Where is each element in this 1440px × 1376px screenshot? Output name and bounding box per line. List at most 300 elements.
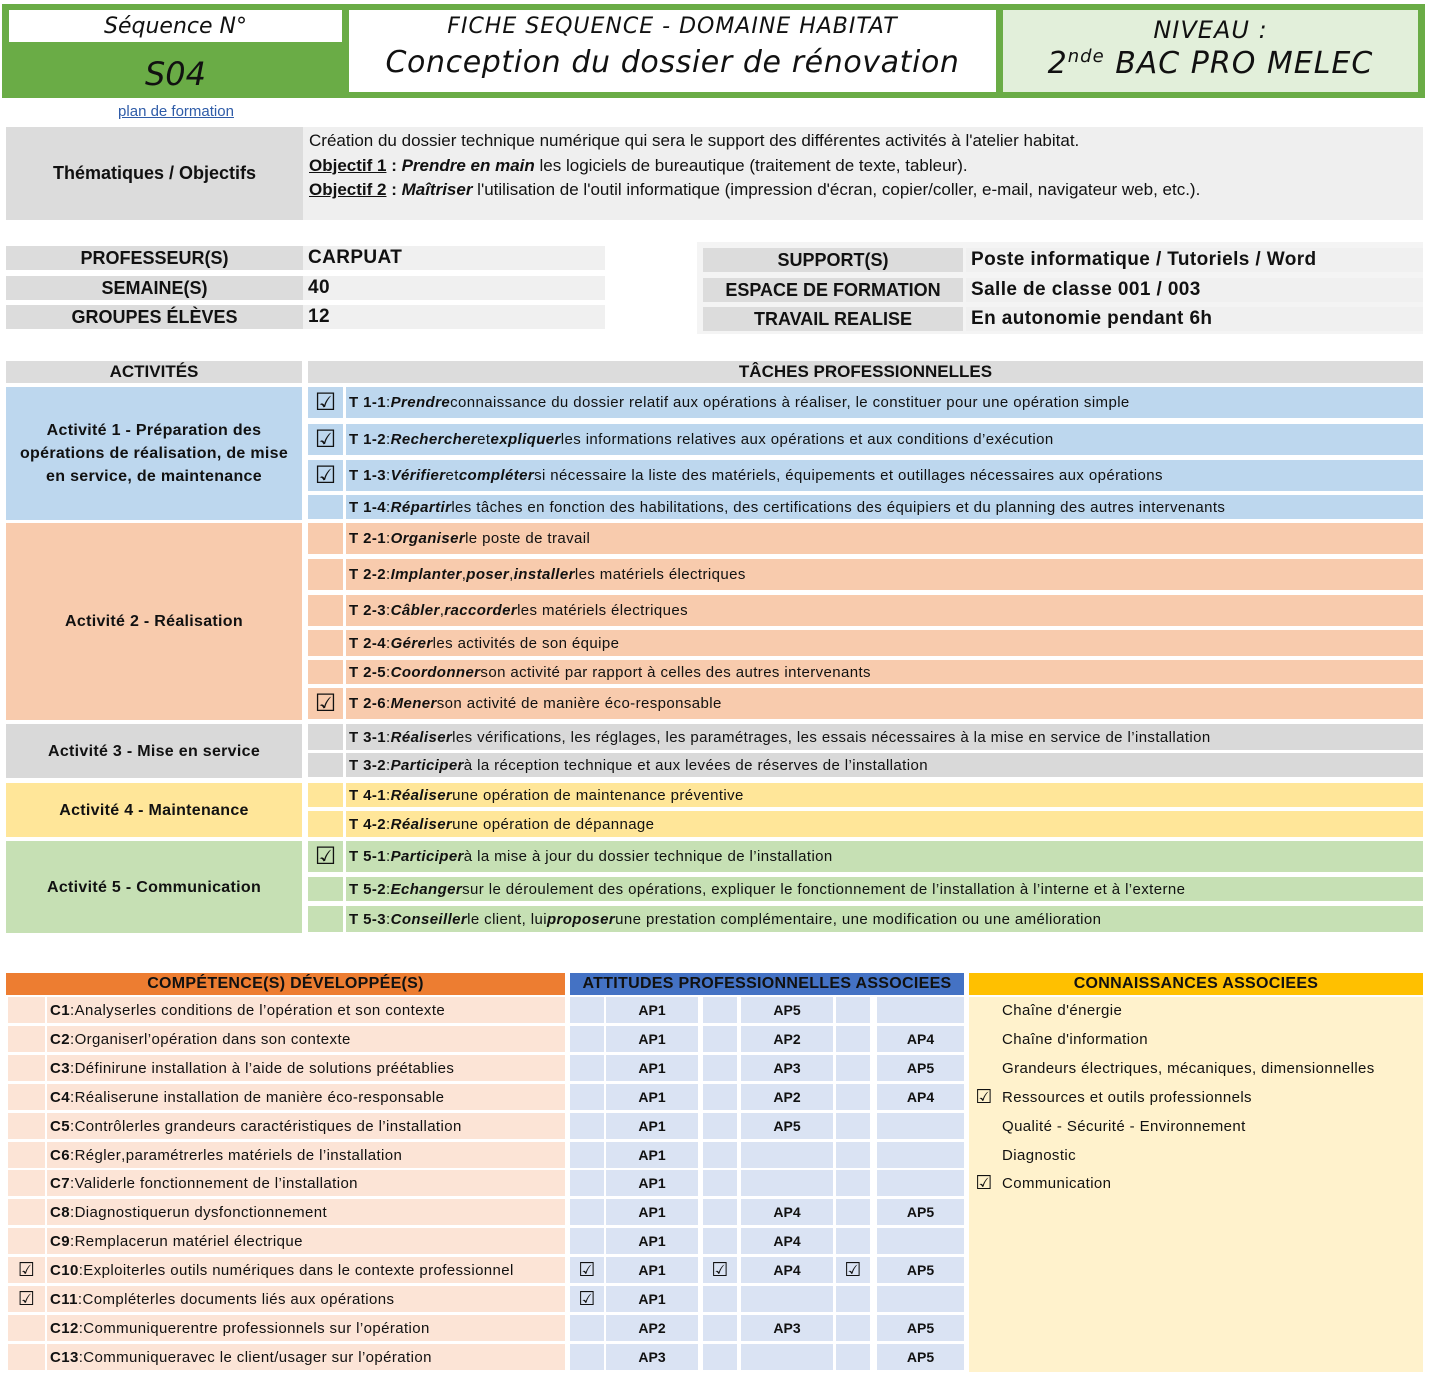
- text: une opération de dépannage: [452, 815, 655, 833]
- competence-row: [47, 1170, 565, 1196]
- attitudes-header: ATTITUDES PROFESSIONNELLES ASSOCIEES: [570, 973, 964, 995]
- attitude-checkbox[interactable]: [836, 1084, 870, 1110]
- text: les documents liés aux opérations: [155, 1290, 395, 1308]
- verb: Valider: [74, 1174, 123, 1192]
- attitude-cell: AP4: [877, 1084, 964, 1110]
- code: T 1-1: [349, 394, 387, 411]
- objective-2-sep: :: [386, 180, 402, 199]
- attitude-cell: [877, 1170, 964, 1196]
- niveau-num: 2: [1047, 46, 1068, 81]
- attitude-checkbox[interactable]: [836, 1228, 870, 1254]
- connaissance-checkbox[interactable]: [971, 1170, 997, 1196]
- info-label: SUPPORT(S): [703, 248, 963, 272]
- attitude-checkbox[interactable]: [836, 1113, 870, 1139]
- competence-row: [47, 1315, 565, 1341]
- task-checkbox[interactable]: [308, 753, 343, 777]
- text: :: [77, 1290, 83, 1308]
- text: les grandeurs caractéristiques de l’installation: [139, 1117, 462, 1135]
- verb: Compléter: [82, 1290, 156, 1308]
- attitude-checkbox[interactable]: [570, 1084, 604, 1110]
- attitude-checkbox[interactable]: [836, 1170, 870, 1196]
- competence-checkbox[interactable]: [8, 1142, 45, 1168]
- competence-row: [47, 1344, 565, 1370]
- task-checkbox[interactable]: [308, 495, 343, 519]
- task-row: [346, 783, 1423, 807]
- task-checkbox[interactable]: [308, 688, 343, 719]
- text: :: [78, 1261, 84, 1279]
- text: et: [445, 467, 459, 484]
- attitude-checkbox[interactable]: [570, 1315, 604, 1341]
- competence-row: [47, 1199, 565, 1225]
- text: :: [78, 1319, 84, 1337]
- code: C12: [50, 1319, 79, 1337]
- sequence-number: S04: [144, 55, 207, 93]
- task-checkbox[interactable]: [308, 724, 343, 750]
- code: C8: [50, 1203, 70, 1221]
- text: ,: [509, 566, 514, 583]
- text: entre professionnels sur l’opération: [181, 1319, 430, 1337]
- task-checkbox[interactable]: [308, 783, 343, 807]
- info-value: Salle de classe 001 / 003: [966, 278, 1423, 302]
- task-checkbox[interactable]: [308, 424, 343, 455]
- connaissance-item: Chaîne d'information: [998, 1026, 1420, 1052]
- code: C1: [50, 1001, 70, 1019]
- task-checkbox[interactable]: [308, 387, 343, 418]
- attitude-cell: AP1: [606, 1142, 698, 1168]
- text: à la mise à jour du dossier technique de l’installation: [463, 848, 833, 865]
- text: les tâches en fonction des habilitations, des certifications des équipiers et du planning des autres intervenants: [451, 498, 1226, 516]
- checkbox-checked-icon: ☑: [314, 388, 337, 416]
- objective-1-label: Objectif 1: [309, 155, 387, 175]
- attitude-cell: AP5: [877, 1055, 964, 1081]
- competence-checkbox[interactable]: [8, 1084, 45, 1110]
- attitude-checkbox[interactable]: [836, 1199, 870, 1225]
- competence-checkbox[interactable]: [8, 1286, 45, 1312]
- text: l’opération dans son contexte: [144, 1030, 351, 1048]
- verb: Echanger: [390, 880, 463, 898]
- connaissance-item: Grandeurs électriques, mécaniques, dimensionnelles: [998, 1055, 1420, 1081]
- task-checkbox[interactable]: [308, 460, 343, 491]
- attitude-cell: [877, 1142, 964, 1168]
- attitude-cell: AP2: [741, 1026, 833, 1052]
- text: :: [386, 880, 391, 898]
- attitude-cell: [877, 1228, 964, 1254]
- text: :: [386, 756, 391, 774]
- code: C9: [50, 1232, 70, 1250]
- text: :: [386, 602, 391, 619]
- code: T 4-2: [349, 815, 387, 833]
- verb: Conseiller: [390, 910, 468, 928]
- attitude-cell: AP1: [606, 1113, 698, 1139]
- text: ,: [121, 1146, 126, 1164]
- attitude-checkbox[interactable]: [836, 1257, 870, 1283]
- tasks-header: TÂCHES PROFESSIONNELLES: [308, 361, 1423, 383]
- checkbox-checked-icon: ☑: [314, 461, 337, 489]
- attitude-cell: AP4: [741, 1199, 833, 1225]
- task-row: [346, 724, 1423, 750]
- competence-checkbox[interactable]: [8, 1315, 45, 1341]
- info-value: CARPUAT: [303, 246, 605, 270]
- attitude-cell: [741, 1344, 833, 1370]
- verb: Rechercher: [390, 431, 478, 448]
- attitude-checkbox[interactable]: [836, 1286, 870, 1312]
- info-label: GROUPES ÉLÈVES: [6, 305, 303, 329]
- text: :: [386, 566, 391, 583]
- text: une installation à l’aide de solutions préétablies: [120, 1059, 455, 1077]
- attitude-cell: AP4: [741, 1257, 833, 1283]
- text: et: [477, 431, 491, 448]
- verb: Mener: [390, 695, 437, 712]
- task-checkbox[interactable]: [308, 660, 343, 684]
- checkbox-checked-icon: ☑: [975, 1086, 993, 1108]
- objective-2-rest: l'utilisation de l'outil informatique (impression d'écran, copier/coller, e-mail, navigateur web, etc.).: [472, 180, 1201, 199]
- activity-5: [6, 841, 302, 933]
- attitude-checkbox[interactable]: [703, 1315, 737, 1341]
- text: :: [69, 1232, 75, 1250]
- text: :: [69, 1174, 75, 1192]
- connaissances-header: CONNAISSANCES ASSOCIEES: [969, 973, 1423, 995]
- attitude-cell: AP1: [606, 1170, 698, 1196]
- connaissance-item: Ressources et outils professionnels: [998, 1084, 1420, 1110]
- attitude-cell: [741, 1142, 833, 1168]
- competence-checkbox[interactable]: [8, 1113, 45, 1139]
- task-checkbox[interactable]: [308, 811, 343, 837]
- attitude-cell: AP2: [606, 1315, 698, 1341]
- activities-header: ACTIVITÉS: [6, 361, 302, 383]
- attitude-checkbox[interactable]: [703, 1026, 737, 1052]
- verb: Communiquer: [83, 1319, 182, 1337]
- attitude-checkbox[interactable]: [703, 1228, 737, 1254]
- attitude-cell: AP5: [877, 1199, 964, 1225]
- checkbox-checked-icon: ☑: [17, 1288, 36, 1310]
- text: :: [386, 394, 391, 411]
- attitude-cell: [741, 1286, 833, 1312]
- verb: installer: [513, 566, 575, 583]
- code: C7: [50, 1174, 70, 1192]
- info-value: En autonomie pendant 6h: [966, 307, 1423, 331]
- text: les conditions de l’opération et son contexte: [136, 1001, 446, 1019]
- activity-label: Activité 3 - Mise en service: [47, 742, 261, 760]
- code: T 4-1: [349, 786, 387, 804]
- connaissance-item: Communication: [998, 1170, 1420, 1196]
- text: :: [69, 1001, 75, 1019]
- checkbox-checked-icon: ☑: [975, 1172, 993, 1194]
- connaissance-item: Diagnostic: [998, 1142, 1420, 1168]
- attitude-cell: [741, 1170, 833, 1196]
- attitude-cell: [877, 1286, 964, 1312]
- attitude-checkbox[interactable]: [703, 1344, 737, 1370]
- text: :: [386, 467, 391, 484]
- text: le client, lui: [467, 910, 547, 928]
- code: T 2-1: [349, 530, 387, 547]
- niveau-box: [1003, 10, 1418, 92]
- text: :: [386, 530, 391, 547]
- connaissance-checkbox[interactable]: [971, 1055, 997, 1081]
- code: C4: [50, 1088, 70, 1106]
- task-checkbox[interactable]: [308, 841, 343, 872]
- verb: Réaliser: [390, 786, 453, 804]
- text: les matériels de l’installation: [203, 1146, 403, 1164]
- task-checkbox[interactable]: [308, 906, 343, 932]
- competence-checkbox[interactable]: [8, 1344, 45, 1370]
- competence-row: [47, 1286, 565, 1312]
- attitude-checkbox[interactable]: [703, 1142, 737, 1168]
- competence-checkbox[interactable]: [8, 1257, 45, 1283]
- competence-row: [47, 997, 565, 1023]
- code: T 2-3: [349, 602, 387, 619]
- info-value: 40: [303, 276, 605, 300]
- attitude-checkbox[interactable]: [703, 1199, 737, 1225]
- attitude-cell: AP2: [741, 1084, 833, 1110]
- verb: raccorder: [444, 602, 518, 619]
- attitude-checkbox[interactable]: [703, 1170, 737, 1196]
- competence-row: [47, 1257, 565, 1283]
- competence-checkbox[interactable]: [8, 1228, 45, 1254]
- objective-1-rest: les logiciels de bureautique (traitement de texte, tableur).: [534, 155, 968, 175]
- checkbox-checked-icon: ☑: [314, 842, 337, 870]
- attitude-cell: AP5: [877, 1344, 964, 1370]
- code: T 2-6: [349, 695, 387, 712]
- text: :: [69, 1088, 75, 1106]
- attitude-checkbox[interactable]: [570, 1286, 604, 1312]
- code: T 1-3: [349, 467, 387, 484]
- verb: Définir: [74, 1059, 121, 1077]
- sequence-label: Séquence N°: [104, 14, 247, 39]
- task-row: [346, 877, 1423, 901]
- activity-label: Activité 1 - Préparation des opérations de réalisation, de mise en service, de maintenance: [19, 422, 289, 485]
- verb: Régler: [74, 1146, 122, 1164]
- task-row: [346, 523, 1423, 554]
- info-value: Poste informatique / Tutoriels / Word: [966, 248, 1423, 272]
- text: :: [78, 1348, 84, 1366]
- connaissance-checkbox[interactable]: [971, 997, 997, 1023]
- attitude-checkbox[interactable]: [570, 1344, 604, 1370]
- attitude-checkbox[interactable]: [570, 1228, 604, 1254]
- task-checkbox[interactable]: [308, 877, 343, 901]
- info-label: TRAVAIL REALISE: [703, 307, 963, 331]
- task-row: [346, 495, 1423, 519]
- checkbox-checked-icon: ☑: [17, 1259, 36, 1281]
- verb: Gérer: [390, 634, 433, 652]
- code: T 5-3: [349, 910, 387, 928]
- attitude-cell: AP5: [877, 1315, 964, 1341]
- competence-checkbox[interactable]: [8, 997, 45, 1023]
- task-row: [346, 688, 1423, 719]
- objective-2-label: Objectif 2: [309, 180, 387, 199]
- attitude-cell: AP1: [606, 1228, 698, 1254]
- text: avec le client/usager sur l’opération: [181, 1348, 432, 1366]
- text: une installation de manière éco-responsable: [132, 1088, 445, 1106]
- verb: Prendre: [390, 394, 451, 411]
- attitude-cell: AP3: [741, 1055, 833, 1081]
- sequence-label-box: [9, 10, 342, 42]
- text: un matériel électrique: [150, 1232, 303, 1250]
- attitude-checkbox[interactable]: [703, 997, 737, 1023]
- task-checkbox[interactable]: [308, 630, 343, 656]
- text: :: [386, 695, 391, 712]
- info-label: ESPACE DE FORMATION: [703, 278, 963, 302]
- text: :: [69, 1203, 75, 1221]
- competence-checkbox[interactable]: [8, 1026, 45, 1052]
- attitude-checkbox[interactable]: [570, 1026, 604, 1052]
- niveau-rest: BAC PRO MELEC: [1104, 46, 1374, 81]
- task-checkbox[interactable]: [308, 559, 343, 590]
- code: T 2-4: [349, 634, 387, 652]
- task-row: [346, 660, 1423, 684]
- text: ,: [439, 602, 445, 619]
- fiche-title-box: [349, 10, 996, 92]
- activity-4: [6, 783, 302, 837]
- plan-formation-link[interactable]: plan de formation: [118, 103, 234, 120]
- competences-header: COMPÉTENCE(S) DÉVELOPPÉE(S): [6, 973, 565, 995]
- competence-row: [47, 1084, 565, 1110]
- attitude-cell: AP1: [606, 1026, 698, 1052]
- connaissance-item: Qualité - Sécurité - Environnement: [998, 1113, 1420, 1139]
- text: :: [386, 634, 391, 652]
- attitude-checkbox[interactable]: [836, 1055, 870, 1081]
- attitude-cell: AP1: [606, 1084, 698, 1110]
- verb: Exploiter: [83, 1261, 146, 1279]
- task-checkbox[interactable]: [308, 523, 343, 554]
- task-checkbox[interactable]: [308, 595, 343, 626]
- code: C13: [50, 1348, 79, 1366]
- text: sur le déroulement des opérations, expliquer le fonctionnement de l’installation à l’interne et à l’externe: [462, 880, 1186, 898]
- attitude-checkbox[interactable]: [570, 1113, 604, 1139]
- text: :: [386, 910, 391, 928]
- task-row: [346, 841, 1423, 872]
- task-row: [346, 753, 1423, 777]
- text: son activité de manière éco-responsable: [436, 695, 722, 712]
- objective-2-verb: Maîtriser: [401, 180, 473, 199]
- checkbox-checked-icon: ☑: [314, 425, 337, 453]
- verb: Diagnostiquer: [74, 1203, 173, 1221]
- competence-row: [47, 1026, 565, 1052]
- verb: Implanter: [390, 566, 462, 583]
- text: connaissance du dossier relatif aux opérations à réaliser, le constituer pour une opération simple: [450, 394, 1130, 411]
- verb: Réaliser: [74, 1088, 133, 1106]
- info-label: PROFESSEUR(S): [6, 246, 303, 270]
- verb: Remplacer: [74, 1232, 151, 1250]
- code: T 3-2: [349, 756, 387, 774]
- text: une opération de maintenance préventive: [452, 786, 744, 804]
- attitude-checkbox[interactable]: [570, 997, 604, 1023]
- connaissance-checkbox[interactable]: [971, 1084, 997, 1110]
- info-value: 12: [303, 305, 605, 329]
- text: une prestation complémentaire, une modification ou une amélioration: [615, 910, 1102, 928]
- code: T 2-2: [349, 566, 387, 583]
- competence-checkbox[interactable]: [8, 1170, 45, 1196]
- verb: Coordonner: [390, 663, 481, 681]
- verb: Réaliser: [390, 815, 453, 833]
- connaissance-checkbox[interactable]: [971, 1026, 997, 1052]
- text: les informations relatives aux opérations et aux conditions d’exécution: [560, 431, 1054, 448]
- activity-2: [6, 523, 302, 720]
- competence-checkbox[interactable]: [8, 1199, 45, 1225]
- attitude-checkbox[interactable]: [836, 997, 870, 1023]
- checkbox-checked-icon: ☑: [578, 1259, 596, 1281]
- attitude-cell: AP1: [606, 1257, 698, 1283]
- verb: Contrôler: [74, 1117, 140, 1135]
- text: les activités de son équipe: [432, 634, 620, 652]
- info-label: SEMAINE(S): [6, 276, 303, 300]
- text: :: [386, 786, 391, 804]
- text: :: [69, 1146, 75, 1164]
- attitude-checkbox[interactable]: [836, 1142, 870, 1168]
- attitude-cell: [877, 1113, 964, 1139]
- text: :: [386, 815, 391, 833]
- activity-label: Activité 4 - Maintenance: [59, 801, 249, 819]
- checkbox-checked-icon: ☑: [314, 689, 337, 717]
- competence-checkbox[interactable]: [8, 1055, 45, 1081]
- attitude-checkbox[interactable]: [570, 1199, 604, 1225]
- attitude-checkbox[interactable]: [836, 1344, 870, 1370]
- connaissance-checkbox[interactable]: [971, 1113, 997, 1139]
- text: son activité par rapport à celles des autres intervenants: [480, 663, 871, 681]
- activity-1: [6, 387, 302, 520]
- attitude-cell: AP1: [606, 1199, 698, 1225]
- task-row: [346, 906, 1423, 932]
- verb: Câbler: [390, 602, 440, 619]
- task-row: [346, 460, 1423, 491]
- attitude-cell: AP1: [606, 1055, 698, 1081]
- text: les vérifications, les réglages, les paramétrages, les essais nécessaires à la mise en service de l’installation: [452, 728, 1211, 746]
- text: :: [386, 431, 391, 448]
- attitude-cell: AP4: [741, 1228, 833, 1254]
- verb: Organiser: [390, 530, 466, 547]
- verb: Répartir: [390, 498, 452, 516]
- attitude-checkbox[interactable]: [703, 1113, 737, 1139]
- attitude-checkbox[interactable]: [570, 1142, 604, 1168]
- attitude-checkbox[interactable]: [703, 1055, 737, 1081]
- verb: Analyser: [74, 1001, 137, 1019]
- attitude-cell: AP5: [877, 1257, 964, 1283]
- attitude-checkbox[interactable]: [570, 1170, 604, 1196]
- fiche-subtitle: Conception du dossier de rénovation: [385, 45, 960, 80]
- verb: Vérifier: [390, 467, 446, 484]
- attitude-checkbox[interactable]: [836, 1315, 870, 1341]
- text: les matériels électriques: [517, 602, 688, 619]
- competence-row: [47, 1142, 565, 1168]
- code: T 5-1: [349, 848, 387, 865]
- text: :: [69, 1059, 75, 1077]
- code: C6: [50, 1146, 70, 1164]
- attitude-checkbox[interactable]: [703, 1286, 737, 1312]
- attitude-checkbox[interactable]: [703, 1257, 737, 1283]
- attitude-checkbox[interactable]: [836, 1026, 870, 1052]
- attitude-cell: AP1: [606, 1286, 698, 1312]
- attitude-checkbox[interactable]: [570, 1055, 604, 1081]
- text: le poste de travail: [465, 530, 591, 547]
- text: ,: [461, 566, 467, 583]
- text: à la réception technique et aux levées de réserves de l’installation: [463, 756, 928, 774]
- text: les matériels électriques: [574, 566, 746, 583]
- objectives-label: Thématiques / Objectifs: [6, 127, 303, 220]
- connaissance-checkbox[interactable]: [971, 1142, 997, 1168]
- text: :: [69, 1117, 75, 1135]
- code: T 5-2: [349, 880, 387, 898]
- text: :: [386, 848, 391, 865]
- niveau-sup: nde: [1067, 46, 1105, 67]
- code: T 2-5: [349, 663, 387, 681]
- niveau-value: [1003, 46, 1418, 81]
- verb: expliquer: [490, 431, 561, 448]
- competence-row: [47, 1113, 565, 1139]
- task-row: [346, 630, 1423, 656]
- checkbox-checked-icon: ☑: [578, 1288, 596, 1310]
- attitude-checkbox[interactable]: [570, 1257, 604, 1283]
- attitude-cell: AP4: [877, 1026, 964, 1052]
- attitude-checkbox[interactable]: [703, 1084, 737, 1110]
